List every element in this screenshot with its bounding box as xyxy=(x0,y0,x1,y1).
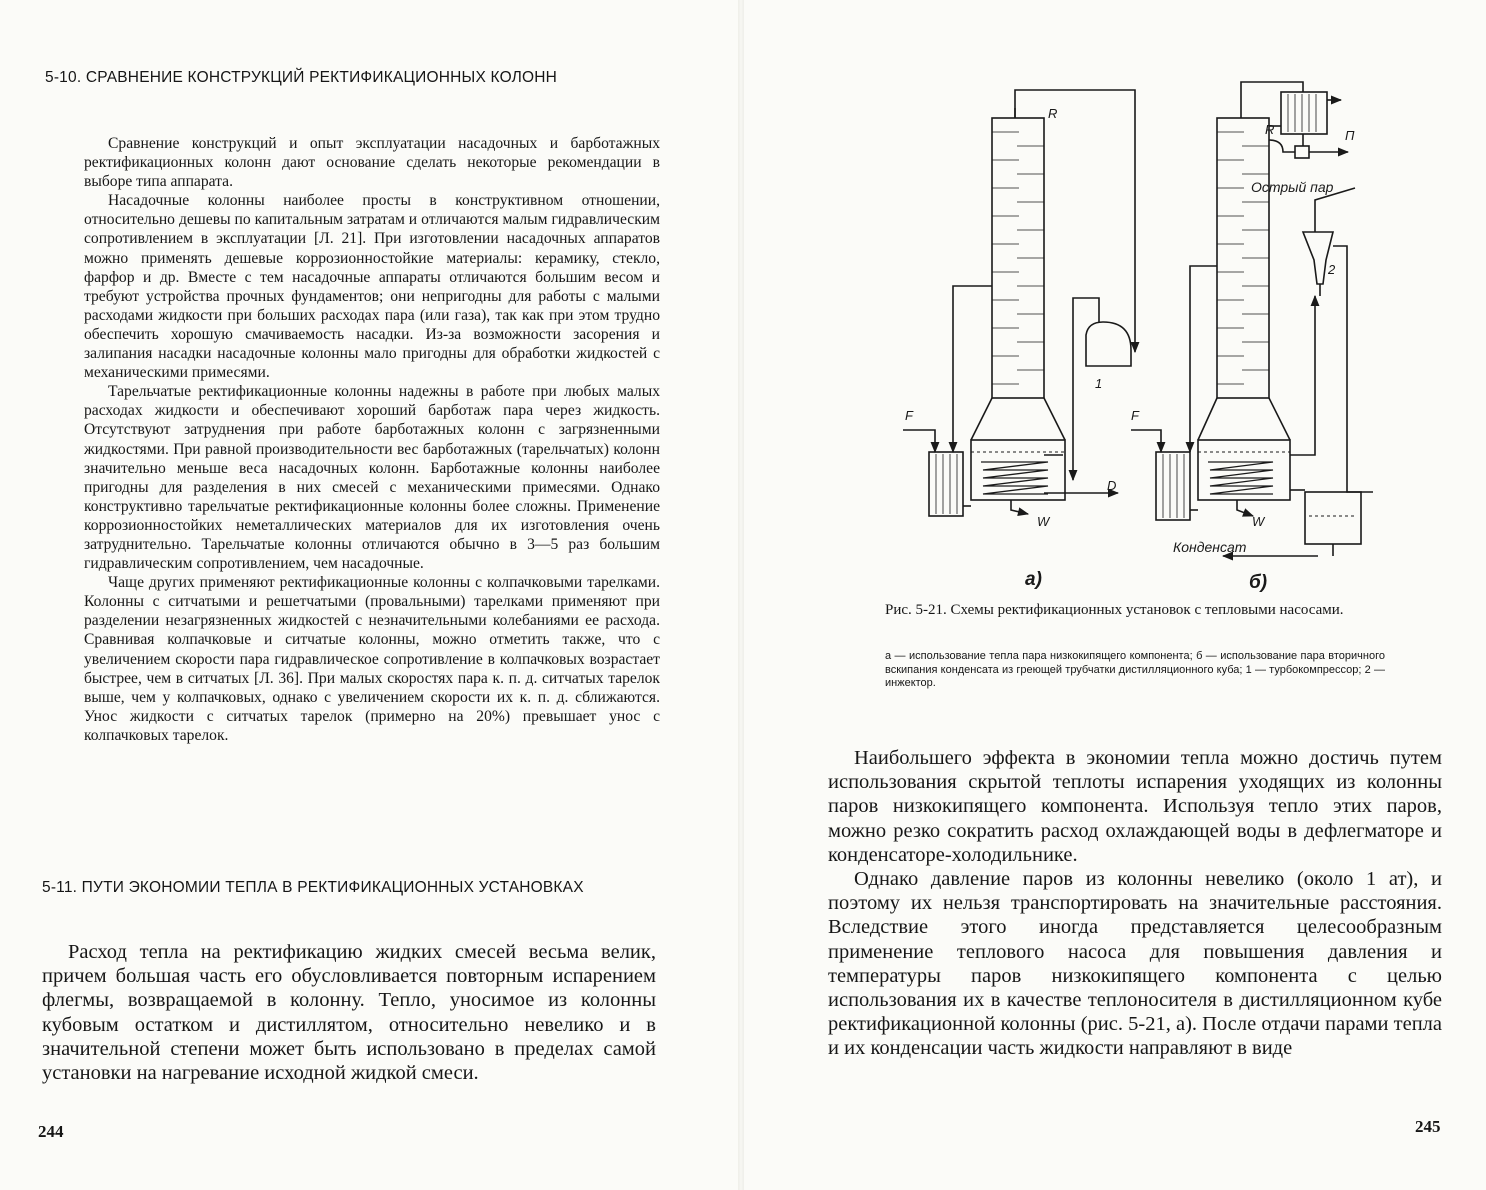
reflux-separator xyxy=(1295,146,1309,158)
still-a-coil xyxy=(981,462,1048,494)
vapour-line-a xyxy=(1015,90,1135,352)
label-2: 2 xyxy=(1328,262,1336,277)
preheater-a xyxy=(929,452,963,516)
label-R-a: R xyxy=(1048,106,1058,121)
figure-legend: а — использование тепла пара низкокипящего компонента; б — использование пара вторичного вскипания конденсата из греющей трубчатки дистилляционного куба; 1 — турбокомпрессор; 2 — инжектор. xyxy=(885,650,1385,689)
preheater-b xyxy=(1156,452,1190,520)
page-number: 244 xyxy=(38,1122,64,1141)
label-R-b: R xyxy=(1265,122,1275,137)
still-b-coil xyxy=(1208,462,1273,494)
label-F-b: F xyxy=(1131,408,1139,423)
label-W-b: W xyxy=(1252,514,1265,529)
label-b: б) xyxy=(1249,572,1268,593)
paragraph: Насадочные колонны наиболее просты в конструктивном отношении, относительно дешевы по капитальным затратам и отличаются малым гидравлическим сопротивлением в эксплуатации [Л. 21]. При изготовлении насадочных аппаратов можно применять дешевые коррозионностойкие материалы: керамику, стекло, фарфор и др. Вместе с тем насадочные аппараты отличаются большим весом и требуют устройства прочных фундаментов; они непригодны для работы с малыми расходами жидкости при больших расходах пара (или газа), так как при этом трудно обеспечить хорошую смачиваемость насадки. Из-за возможности засорения и залипания насадки насадочные колонны мало пригодны для обработки жидкостей с механическими примесями. xyxy=(84,192,660,382)
scheme-a-labels xyxy=(905,106,1116,590)
label-condensate: Конденсат xyxy=(1173,539,1247,555)
right-page-body xyxy=(828,746,1442,1061)
paragraph: Расход тепла на ректификацию жидких смесей весьма велик, причем большая часть его обусловливается повторным испарением флегмы, возвращаемой в колонну. Тепло, уносимое из колонны кубовым остатком и дистиллятом, относительно невелико и в значительной степени может быть использовано в пределах самой установки на нагревание исходной жидкой смеси. xyxy=(42,941,656,1085)
condensate-tank xyxy=(1305,492,1361,544)
section-5-11-body xyxy=(42,940,656,1085)
section-5-11-heading: 5-11. ПУТИ ЭКОНОМИИ ТЕПЛА В РЕКТИФИКАЦИОННЫХ УСТАНОВКАХ xyxy=(42,879,584,896)
label-a: а) xyxy=(1025,569,1042,590)
label-W-a: W xyxy=(1037,514,1050,529)
paragraph: Сравнение конструкций и опыт эксплуатации насадочных и барботажных ректификационных колонн дают основание сделать некоторые рекомендации в выборе типа аппарата. xyxy=(84,135,660,191)
scheme-b-labels xyxy=(1131,122,1355,593)
page-number: 245 xyxy=(1415,1117,1441,1136)
compressor-1 xyxy=(1086,322,1131,366)
section-5-10-heading: 5-10. СРАВНЕНИЕ КОНСТРУКЦИЙ РЕКТИФИКАЦИОННЫХ КОЛОНН xyxy=(45,69,558,86)
paragraph: Наибольшего эффекта в экономии тепла можно достичь путем использования скрытой теплоты испарения уходящих из колонны паров низкокипящего компонента. Используя тепло этих паров, можно резко сократить расход охлаждающей воды в дефлегматоре и конденсаторе-холодильнике. xyxy=(828,747,1442,866)
label-D: D xyxy=(1107,478,1117,493)
figure-5-21 xyxy=(743,0,1486,600)
left-page xyxy=(0,0,740,1190)
figure-caption: Рис. 5-21. Схемы ректификационных установок с тепловыми насосами. xyxy=(885,602,1344,618)
paragraph: Однако давление паров из колонны невелико (около 1 ат), и поэтому их нельзя транспортировать на значительные расстояния. Вследствие этого иногда представляется целесообразным применение теплового насоса для повышения давления и температуры паров низкокипящего компонента с целью использования их в качестве теплоносителя в дистилляционном кубе ректификационной колонны (рис. 5-21, а). После отдачи парами тепла и их конденсации часть жидкости направляют в виде xyxy=(828,868,1442,1060)
column-b-cone xyxy=(1198,398,1290,440)
section-5-10-body xyxy=(84,134,660,745)
right-page xyxy=(743,0,1486,1190)
paragraph: Чаще других применяют ректификационные колонны с колпачковыми тарелками. Колонны с ситчатыми и решетчатыми (провальными) тарелками применяют при разделении незагрязненных жидкостей с незначительными колебаниями ее расхода. Сравнивая колпачковые и ситчатые колонны, можно отметить также, что с увеличением скорости пара гидравлическое сопротивление в колпачковых возрастает быстрее, чем в ситчатых [Л. 36]. При малых скоростях пара к. п. д. ситчатых тарелок выше, чем у колпачковых, однако с увеличением скорости их к. п. д. сближаются. Унос жидкости с ситчатых тарелок (примерно на 20%) превышает унос с колпачковых тарелок. xyxy=(84,574,660,744)
column-b-trays xyxy=(1217,132,1269,384)
label-1: 1 xyxy=(1095,376,1103,391)
scheme-b xyxy=(1131,82,1373,556)
column-a-trays xyxy=(992,132,1044,384)
label-F-a: F xyxy=(905,408,913,423)
scheme-a xyxy=(903,90,1135,516)
column-a-cone xyxy=(971,398,1065,440)
label-n: П xyxy=(1345,128,1355,143)
label-steam: Острый пар xyxy=(1251,179,1334,195)
paragraph: Тарельчатые ректификационные колонны надежны в работе при любых малых расходах жидкости и обеспечивают хороший барботаж пара через жидкость. Отсутствуют затруднения при работе барботажных колонн с загрязненными жидкостями. При равной производительности вес барботажных (тарельчатых) колонн значительно меньше веса насадочных колонн. Барботажные колонны наиболее пригодны для разделения в них смесей с механическими примесями. Однако конструктивно тарельчатые ректификационные колонны более сложны. Применение коррозионностойких неметаллических материалов для их изготовления очень затруднительно. Тарельчатые колонны отличаются обычно в 3—5 раз большим гидравлическим сопротивлением, чем насадочные. xyxy=(84,383,660,573)
